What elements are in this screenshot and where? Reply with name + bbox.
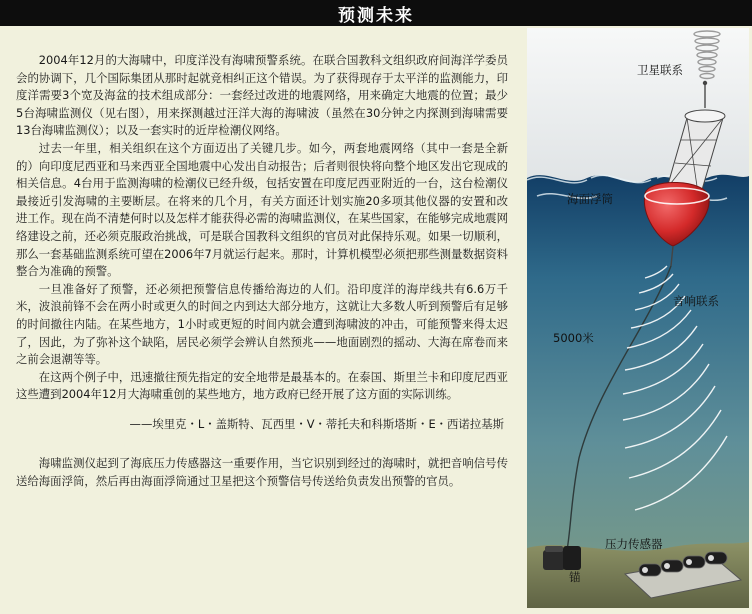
article-paragraph-2: 过去一年里，相关组织在这个方面迈出了关键几步。如今，两套地震网络（其中一套是全新的）向印度尼西亚和马来西亚全国地震中心发出自动报告；后者则很快将向整个地区发出它现成的相关信息。4台用于监测海啸的检潮仪已经升级，包括安置在印度尼西亚附近的一台，这台检潮仪最接近引发海啸的主要断层。在将来的几个月，有关方面还计划实施20多项其他仪器的安置和改进工作。现在尚不清楚何时以及怎样才能获得必需的海啸监测仪，在某些国家，在能够完成地震网络建设之前，还必须克服政治挑战，可是联合国教科文组织的官员对此保持乐观。如果一切顺利，那么一套基础监测系统可望在2006年7月就运行起来。那时，计算机模型必须把那些测量数据资料整合为准确的预警。 [16, 140, 508, 279]
page-title-bar [0, 0, 752, 26]
article-paragraph-3: 一旦准备好了预警，还必须把预警信息传播给海边的人们。沿印度洋的海岸线共有6.6万千米，波浪前锋不会在两小时或更久的时间之内到达大部分地方，这就让大多数人听到预警后有足够的时间撤往内陆。在某些地方，1小时或更短的时间内就会遭到海啸波的冲击，可能预警来得太迟了，因此，为了弥补这个缺陷，居民必须学会辨认自然预兆——地面剧烈的摇动、大海在席卷而来之前会退潮等等。 [16, 281, 508, 367]
sky-area [527, 28, 749, 188]
label-acoustic-link: 音响联系 [673, 294, 719, 308]
label-satellite-link: 卫星联系 [637, 63, 683, 77]
article-paragraph-1: 2004年12月的大海啸中，印度洋没有海啸预警系统。在联合国教科文组织政府间海洋学委员会的协调下，几个国际集团从那时起就竞相纠正这个错误。为了获得现存于太平洋的监测能力，印度洋需要3个宽及海盆的技术组成部分：一套经过改进的地震网络，用来确定大地震的位置；最少5台海啸监测仪（见右图），用来探测越过汪洋大海的海啸波（虽然在30分钟之内探测到海啸需要13台海啸监测仪）；以及一套实时的近岸检潮仪网络。 [16, 53, 508, 138]
article-body [16, 52, 508, 491]
tsunami-detector-illustration [527, 28, 749, 608]
illustration-svg [527, 28, 749, 608]
illustration-summary: 海啸监测仪起到了海底压力传感器这一重要作用，当它识别到经过的海啸时，就把音响信号传送给海面浮筒，然后再由海面浮筒通过卫星把这个预警信号传送给负责发出预警的官员。 [16, 456, 508, 489]
article-author: ——埃里克・L・盖斯特、瓦西里・V・蒂托夫和科斯塔斯・E・西诺拉基斯 [129, 416, 504, 431]
label-surface-buoy: 海面浮筒 [567, 192, 613, 206]
article-paragraph-4: 在这两个例子中，迅速撤往预先指定的安全地带是最基本的。在泰国、斯里兰卡和印度尼西亚这些遭到2004年12月大海啸重创的某些地方，地方政府已经开展了这方面的实际训练。 [16, 369, 508, 402]
label-depth: 5000米 [553, 331, 594, 345]
label-anchor: 锚 [569, 570, 581, 584]
anchor-icon [543, 546, 581, 570]
page-title: 预测未来 [338, 5, 414, 26]
label-pressure-sensor: 压力传感器 [605, 537, 663, 551]
sea-area [527, 175, 749, 588]
